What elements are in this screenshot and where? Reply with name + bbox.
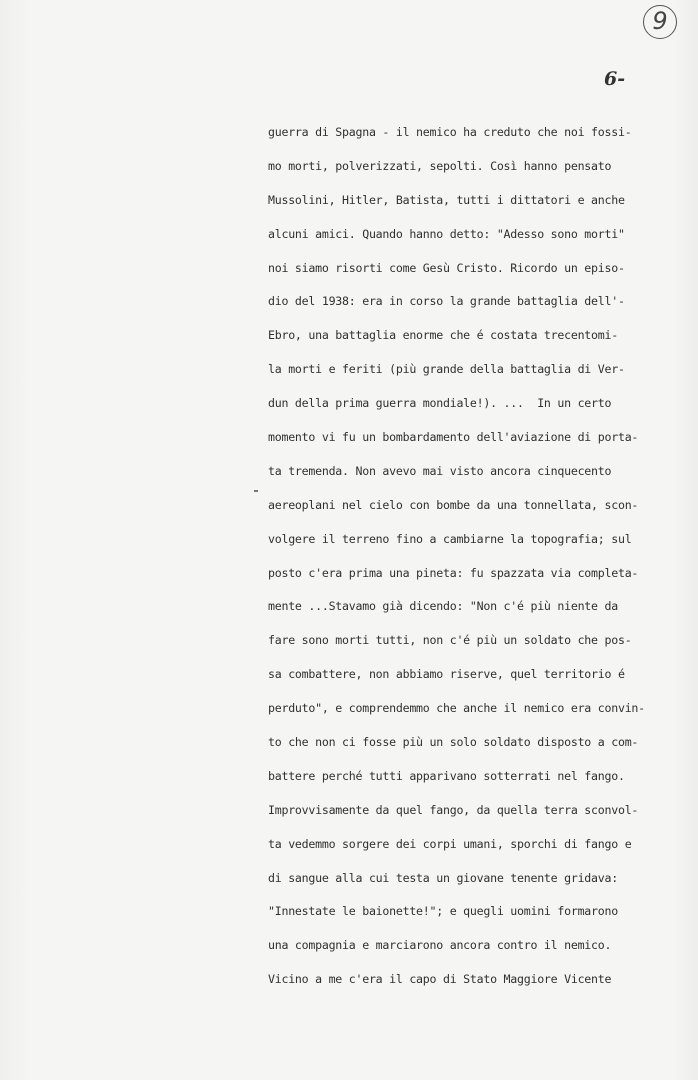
text-line: la morti e feriti (più grande della battaglia di Ver- xyxy=(268,362,625,377)
text-line: perduto", e comprendemmo che anche il nemico era convin- xyxy=(268,701,645,716)
margin-mark xyxy=(254,490,258,492)
text-line: Ebro, una battaglia enorme che é costata trecentomi- xyxy=(268,328,618,343)
text-line: sa combattere, non abbiamo riserve, quel territorio é xyxy=(268,667,625,682)
text-line: una compagnia e marciarono ancora contro il nemico. xyxy=(268,938,612,953)
text-line: di sangue alla cui testa un giovane tenente gridava: xyxy=(268,870,618,885)
page-number: 6- xyxy=(604,68,626,90)
text-line: fare sono morti tutti, non c'é più un soldato che pos- xyxy=(268,633,632,648)
text-line: Improvvisamente da quel fango, da quella terra sconvol- xyxy=(268,802,639,817)
text-line: ta vedemmo sorgere dei corpi umani, sporchi di fango e xyxy=(268,836,632,851)
text-line: battere perché tutti apparivano sotterrati nel fango. xyxy=(268,768,625,783)
text-line: ta tremenda. Non avevo mai visto ancora cinquecento xyxy=(268,463,612,478)
text-line: posto c'era prima una pineta: fu spazzata via completa- xyxy=(268,565,639,580)
text-line: mente ...Stavamo già dicendo: "Non c'é più niente da xyxy=(268,599,618,614)
text-line: mo morti, polverizzati, sepolti. Così hanno pensato xyxy=(268,158,612,173)
text-line: "Innestate le baionette!"; e quegli uomini formarono xyxy=(268,904,618,919)
body-text xyxy=(268,116,668,997)
text-line: momento vi fu un bombardamento dell'aviazione di porta- xyxy=(268,430,639,445)
text-line: Vicino a me c'era il capo di Stato Maggiore Vicente xyxy=(268,972,612,987)
archive-number-circle: 9 xyxy=(643,5,677,39)
text-line: dio del 1938: era in corso la grande battaglia dell'- xyxy=(268,294,625,309)
text-line: noi siamo risorti come Gesù Cristo. Ricordo un episo- xyxy=(268,260,625,275)
text-line: aereoplani nel cielo con bombe da una tonnellata, scon- xyxy=(268,497,639,512)
text-line: volgere il terreno fino a cambiarne la topografia; sul xyxy=(268,531,632,546)
text-line: Mussolini, Hitler, Batista, tutti i dittatori e anche xyxy=(268,192,625,207)
text-line: dun della prima guerra mondiale!). ... In un certo xyxy=(268,396,612,411)
text-line: alcuni amici. Quando hanno detto: "Adesso sono morti" xyxy=(268,226,625,241)
text-line: guerra di Spagna - il nemico ha creduto che noi fossi- xyxy=(268,125,632,139)
text-line: to che non ci fosse più un solo soldato disposto a com- xyxy=(268,735,639,750)
